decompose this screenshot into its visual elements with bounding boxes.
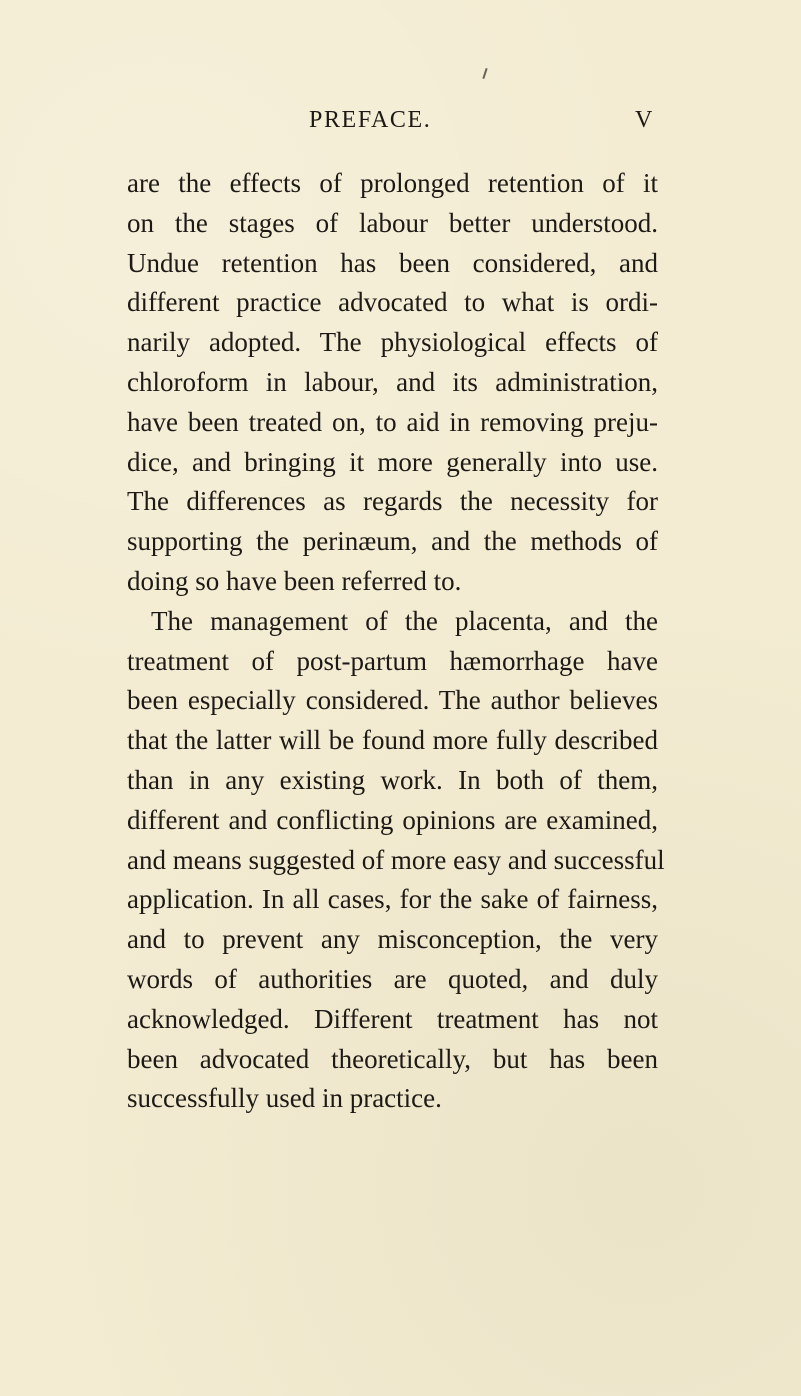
- text-line: than in any existing work. In both of them,: [127, 764, 658, 795]
- text-line: application. In all cases, for the sake of fairness,: [127, 884, 658, 915]
- text-line: been advocated theoretically, but has been: [127, 1043, 658, 1074]
- text-line: successfully used in practice.: [127, 1083, 442, 1114]
- text-line: that the latter will be found more fully described: [127, 725, 658, 756]
- ink-mark: [482, 68, 487, 79]
- text-line: words of authorities are quoted, and duly: [127, 963, 658, 994]
- text-line: are the effects of prolonged retention of it: [127, 168, 658, 198]
- text-line: dice, and bringing it more generally into use.: [127, 446, 658, 477]
- text-line: acknowledged. Different treatment has not: [127, 1003, 658, 1034]
- text-line: on the stages of labour better understood.: [127, 207, 658, 238]
- text-line: different practice advocated to what is ordi-: [127, 287, 658, 318]
- text-line: chloroform in labour, and its administration,: [127, 366, 658, 397]
- running-head: [0, 103, 801, 137]
- text-line: Undue retention has been considered, and: [127, 247, 658, 278]
- text-line: treatment of post-partum hæmorrhage have: [127, 645, 658, 676]
- text-line: The differences as regards the necessity for: [127, 486, 658, 517]
- text-line: and means suggested of more easy and successful: [127, 844, 665, 875]
- page-title: PREFACE.: [309, 107, 432, 133]
- text-line: doing so have been referred to.: [127, 565, 462, 596]
- text-line: have been treated on, to aid in removing preju-: [127, 406, 658, 437]
- text-line: and to prevent any misconception, the very: [127, 924, 658, 955]
- page-number: V: [635, 107, 653, 133]
- text-line: been especially considered. The author believes: [127, 685, 658, 716]
- text-line: The management of the placenta, and the: [151, 605, 658, 636]
- preface-text: [127, 164, 665, 1119]
- text-line: narily adopted. The physiological effects of: [127, 327, 658, 358]
- text-line: different and conflicting opinions are examined,: [127, 804, 658, 835]
- text-line: supporting the perinæum, and the methods of: [127, 526, 658, 557]
